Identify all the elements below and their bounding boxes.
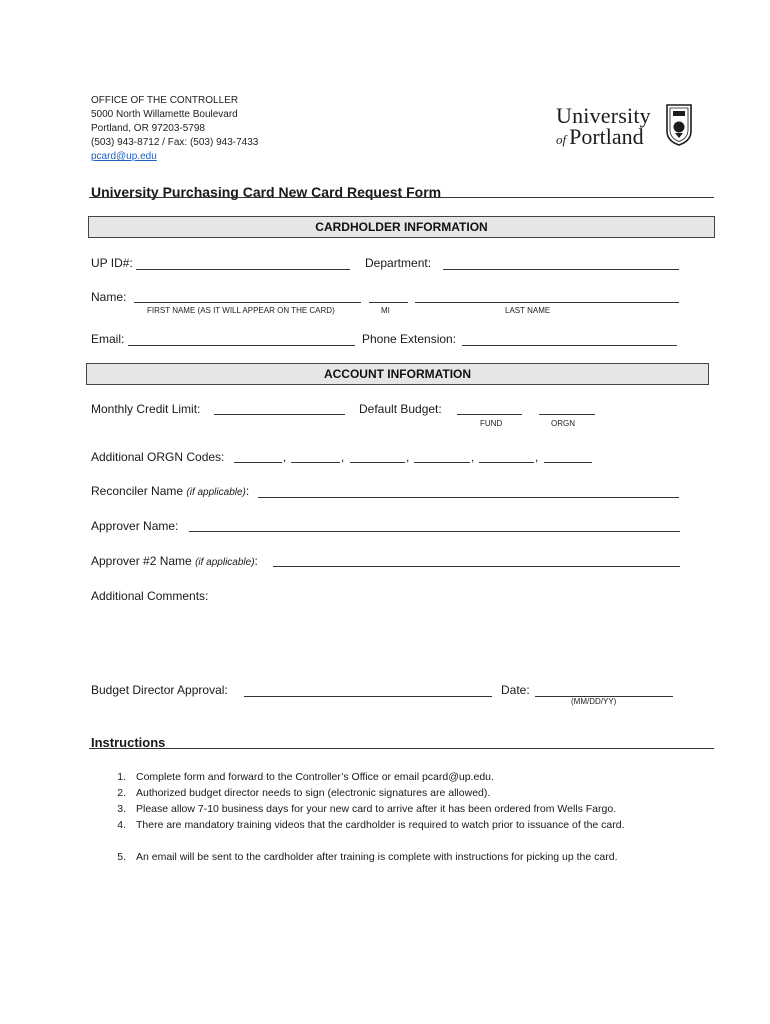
last-name-field[interactable] — [415, 302, 679, 303]
instruction-item — [112, 769, 682, 785]
instructions-heading: Instructions — [91, 735, 166, 750]
up-id-label: UP ID#: — [91, 256, 133, 270]
department-label: Department: — [365, 256, 432, 270]
monthly-credit-limit-label: Monthly Credit Limit: — [91, 402, 201, 416]
orgn-separator: , — [341, 450, 345, 464]
office-phone: (503) 943-8712 / Fax: (503) 943-7433 — [91, 137, 259, 148]
mi-field[interactable] — [369, 302, 408, 303]
cardholder-section-header: CARDHOLDER INFORMATION — [88, 216, 715, 238]
approver-name-label: Approver Name: — [91, 519, 179, 533]
email-label: Email: — [91, 332, 125, 346]
fund-caption: FUND — [480, 419, 503, 428]
logo-word-of: of — [556, 132, 567, 147]
logo-word-portland — [556, 124, 644, 150]
date-format-caption: (MM/DD/YY) — [571, 697, 617, 706]
approver2-name-label: Approver #2 Name (if applicable): — [91, 554, 258, 568]
phone-extension-field[interactable] — [462, 345, 677, 346]
office-email-link[interactable]: pcard@up.edu — [91, 151, 157, 162]
instruction-text: There are mandatory training videos that the cardholder is required to watch prior to issuance of the card. — [136, 819, 625, 831]
instruction-text: Complete form and forward to the Controller’s Office or email pcard@up.edu. — [136, 771, 494, 783]
instruction-text: An email will be sent to the cardholder after training is complete with instructions for picking up the card. — [136, 851, 618, 863]
first-name-caption: FIRST NAME (AS IT WILL APPEAR ON THE CARD) — [147, 306, 335, 315]
orgn-code-field-2[interactable] — [291, 462, 340, 463]
name-label: Name: — [91, 290, 127, 304]
form-title: University Purchasing Card New Card Request Form — [91, 184, 442, 200]
orgn-separator: , — [471, 450, 475, 464]
additional-comments-field[interactable] — [91, 606, 680, 674]
phone-extension-label: Phone Extension: — [362, 332, 457, 346]
office-street: 5000 North Willamette Boulevard — [91, 109, 238, 120]
orgn-code-field-4[interactable] — [414, 462, 470, 463]
monthly-credit-limit-field[interactable] — [214, 414, 345, 415]
reconciler-name-label: Reconciler Name (if applicable): — [91, 484, 250, 498]
instruction-item — [112, 785, 682, 801]
default-budget-label: Default Budget: — [359, 402, 442, 416]
orgn-code-field-5[interactable] — [479, 462, 534, 463]
orgn-code-field-6[interactable] — [544, 462, 592, 463]
approver-name-field[interactable] — [189, 531, 680, 532]
orgn-code-field-3[interactable] — [350, 462, 405, 463]
approver2-note: (if applicable) — [195, 557, 255, 568]
approver2-name-field[interactable] — [273, 566, 680, 567]
fund-field[interactable] — [457, 414, 522, 415]
additional-orgn-label: Additional ORGN Codes: — [91, 450, 225, 464]
instruction-number: 3. — [117, 803, 126, 815]
mi-caption: MI — [381, 306, 390, 315]
instruction-item — [112, 849, 682, 865]
office-address — [91, 94, 258, 164]
instruction-text: Please allow 7-10 business days for your new card to arrive after it has been ordered from Wells Fargo. — [136, 803, 617, 815]
additional-comments-label: Additional Comments: — [91, 589, 209, 603]
reconciler-note: (if applicable) — [186, 487, 246, 498]
reconciler-name-field[interactable] — [258, 497, 679, 498]
instruction-item — [112, 817, 682, 849]
office-city: Portland, OR 97203-5798 — [91, 123, 205, 134]
orgn-caption: ORGN — [551, 419, 575, 428]
university-seal-icon — [665, 103, 693, 147]
orgn-separator: , — [535, 450, 539, 464]
instruction-number: 1. — [117, 771, 126, 783]
instruction-item — [112, 801, 682, 817]
orgn-separator: , — [283, 450, 287, 464]
first-name-field[interactable] — [134, 302, 361, 303]
instruction-number: 4. — [117, 819, 126, 831]
email-field[interactable] — [128, 345, 355, 346]
approver2-name-text: Approver #2 Name — [91, 554, 192, 568]
instruction-text: Authorized budget director needs to sign (electronic signatures are allowed). — [136, 787, 491, 799]
office-name: OFFICE OF THE CONTROLLER — [91, 95, 239, 106]
orgn-code-field-1[interactable] — [234, 462, 282, 463]
account-section-header: ACCOUNT INFORMATION — [86, 363, 709, 385]
department-field[interactable] — [443, 269, 679, 270]
budget-director-approval-field[interactable] — [244, 696, 492, 697]
instructions-rule — [89, 748, 714, 749]
budget-director-approval-label: Budget Director Approval: — [91, 683, 228, 697]
up-id-field[interactable] — [136, 269, 350, 270]
orgn-separator: , — [406, 450, 410, 464]
reconciler-name-text: Reconciler Name — [91, 484, 184, 498]
instruction-number: 2. — [117, 787, 126, 799]
instruction-number: 5. — [117, 851, 126, 863]
last-name-caption: LAST NAME — [505, 306, 551, 315]
university-logo — [556, 103, 696, 153]
logo-word-portland-text: Portland — [569, 124, 644, 149]
orgn-field[interactable] — [539, 414, 595, 415]
date-label: Date: — [501, 683, 530, 697]
title-rule — [89, 197, 714, 198]
logo-word-university: University — [556, 103, 651, 128]
